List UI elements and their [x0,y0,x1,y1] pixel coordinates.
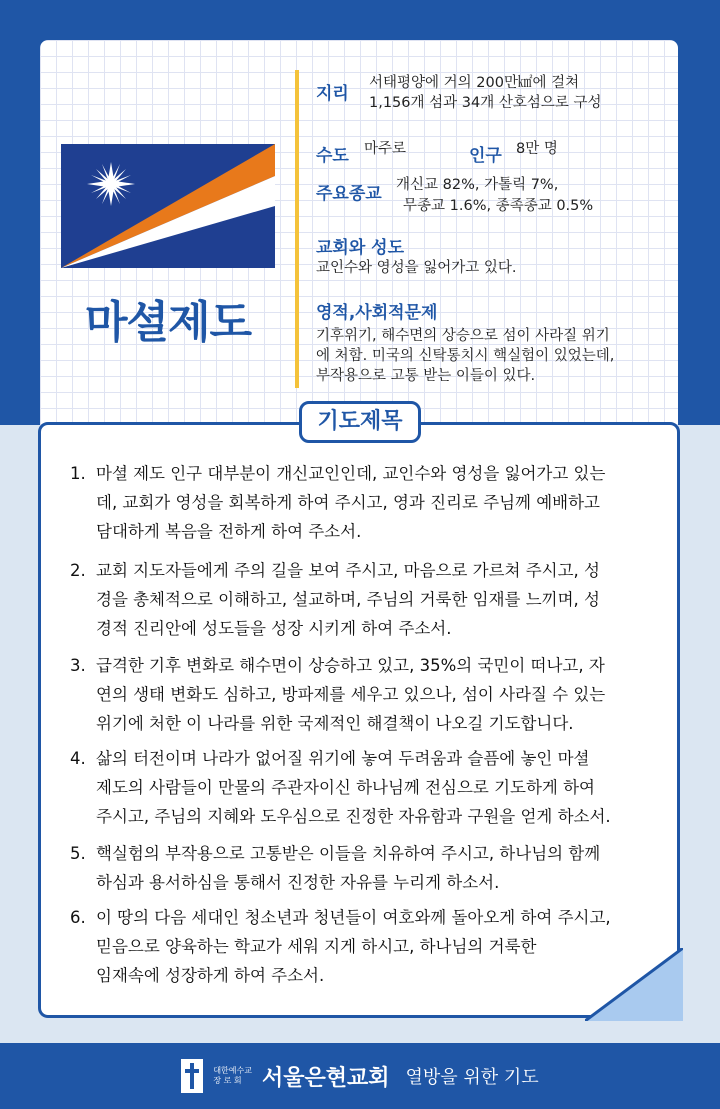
prayer-line: 마셜 제도 인구 대부분이 개신교인인데, 교인수와 영성을 잃어가고 있는 [96,464,606,483]
prayer-number: 1. [70,464,86,483]
prayer-text [96,903,656,990]
cross-icon [181,1059,203,1093]
prayer-line: 믿음으로 양육하는 학교가 세워 지게 하시고, 하나님의 거룩한 [96,937,537,956]
prayer-line: 담대하게 복음을 전하게 하여 주소서. [96,522,362,541]
prayer-title: 기도제목 [299,401,421,443]
geography-line: 서태평양에 거의 200만㎢에 걸쳐 [369,75,580,91]
denomination-line: 대한예수교 [213,1066,252,1075]
prayer-number: 6. [70,908,86,927]
prayer-item [70,839,656,897]
prayer-item [70,459,656,546]
prayer-number: 2. [70,561,86,580]
prayer-line: 경을 총체적으로 이해하고, 설교하며, 주님의 거룩한 임재를 느끼며, 성 [96,590,600,609]
religion-line: 개신교 82%, 가톨릭 7%, [396,177,559,193]
religion-line: 무종교 1.6%, 종족종교 0.5% [403,198,594,214]
prayer-number: 5. [70,844,86,863]
geography-label: 지리 [316,84,349,104]
prayer-line: 하심과 용서하심을 통해서 진정한 자유를 누리게 하소서. [96,873,500,892]
social-issues-line: 부작용으로 고통 받는 이들이 있다. [316,368,536,384]
divider-line [295,70,299,388]
religion-label: 주요종교 [316,184,382,204]
social-issues-label: 영적,사회적문제 [316,303,438,323]
church-label: 교회와 성도 [316,238,405,258]
prayer-line: 급격한 기후 변화로 해수면이 상승하고 있고, 35%의 국민이 떠나고, 자 [96,656,605,675]
prayer-line: 임재속에 성장하게 하여 주소서. [96,966,325,985]
prayer-line: 연의 생태 변화도 심하고, 방파제를 세우고 있으나, 섬이 사라질 수 있는 [96,685,606,704]
flag-marshall-islands [61,144,275,268]
prayer-line: 핵실험의 부작용으로 고통받은 이들을 치유하여 주시고, 하나님의 함께 [96,844,601,863]
prayer-number: 4. [70,749,86,768]
prayer-line: 교회 지도자들에게 주의 길을 보여 주시고, 마음으로 가르쳐 주시고, 성 [96,561,600,580]
capital-label: 수도 [316,146,349,166]
denomination [213,1066,252,1086]
geography-line: 1,156개 섬과 34개 산호섬으로 구성 [369,95,602,111]
prayer-line: 위기에 처한 이 나라를 위한 국제적인 해결책이 나오길 기도합니다. [96,714,574,733]
country-name: 마셜제도 [84,297,251,348]
geography-text [369,73,601,113]
prayer-number: 3. [70,656,86,675]
prayer-text [96,651,656,738]
prayer-line: 삶의 터전이며 나라가 없어질 위기에 놓여 두려움과 슬픔에 놓인 마셜 [96,749,590,768]
prayer-text [96,839,656,897]
church-text: 교인수와 영성을 잃어가고 있다. [316,260,517,276]
capital-value: 마주로 [364,141,407,157]
church-name: 서울은현교회 [261,1065,390,1091]
prayer-item [70,744,656,831]
prayer-item [70,903,656,990]
prayer-item [70,651,656,738]
slogan: 열방을 위한 기도 [405,1067,539,1088]
denomination-line: 장 로 회 [213,1076,242,1085]
prayer-text [96,459,656,546]
population-value: 8만 명 [516,141,558,157]
prayer-line: 주시고, 주님의 지혜와 도우심으로 진정한 자유함과 구원을 얻게 하소서. [96,807,611,826]
prayer-item [70,556,656,643]
population-label: 인구 [469,146,502,166]
footer [0,1043,720,1109]
prayer-text [96,556,656,643]
prayer-line: 제도의 사람들이 만물의 주관자이신 하나님께 전심으로 기도하게 하여 [96,778,595,797]
social-issues-text [316,326,666,386]
prayer-text [96,744,656,831]
prayer-line: 데, 교회가 영성을 회복하게 하여 주시고, 영과 진리로 주님께 예배하고 [96,493,600,512]
prayer-line: 이 땅의 다음 세대인 청소년과 청년들이 여호와께 돌아오게 하여 주시고, [96,908,611,927]
social-issues-line: 기후위기, 해수면의 상승으로 섬이 사라질 위기 [316,328,610,344]
social-issues-line: 에 처함. 미국의 신탁통치시 핵실험이 있었는데, [316,348,615,364]
prayer-line: 경적 진리안에 성도들을 성장 시키게 하여 주소서. [96,619,452,638]
